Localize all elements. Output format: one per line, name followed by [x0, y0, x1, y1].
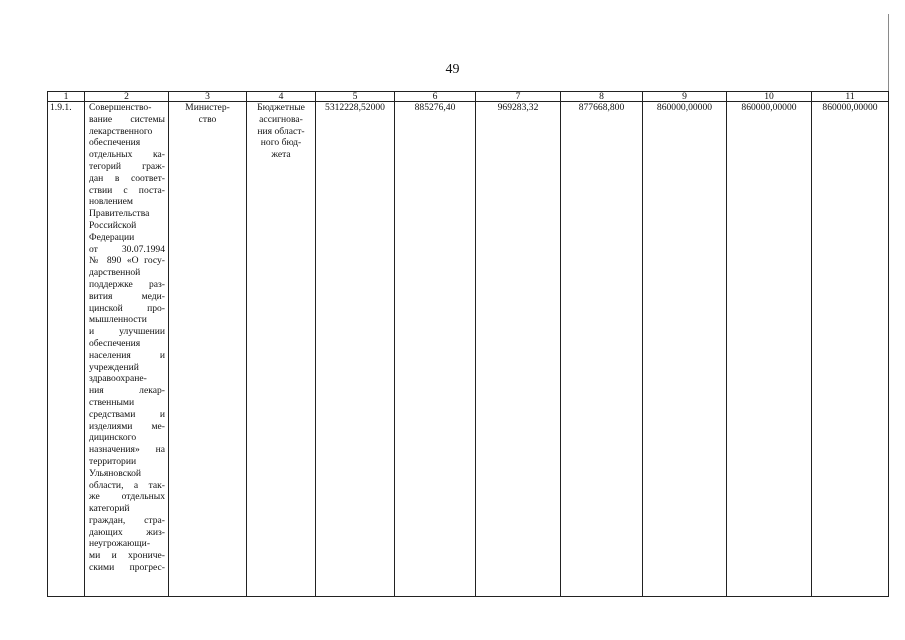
description-line: изделиями ме-	[89, 420, 165, 432]
description-line: же отдельных	[89, 491, 165, 503]
value-cell: 860000,00000	[727, 102, 812, 597]
value-cell: 860000,00000	[812, 102, 889, 597]
column-header: 2	[85, 92, 169, 102]
page-number: 49	[445, 62, 460, 77]
description-line: обеспечения	[89, 337, 141, 349]
description-line: и улучшении	[89, 326, 165, 338]
description-line: Совершенство-	[89, 102, 152, 113]
funding-source-line: ного бюд-	[260, 137, 302, 149]
funding-source-line: ассигнова-	[259, 113, 303, 125]
description-line: ственными	[89, 396, 135, 408]
description-line: ми и хрониче-	[89, 550, 165, 562]
description-line: Российской	[89, 219, 137, 231]
column-number-row	[48, 92, 889, 102]
funding-source-lines	[250, 102, 312, 161]
description-line: Федерации	[89, 231, 135, 243]
description-line: Ульяновской	[89, 467, 142, 479]
funding-source-line: ния област-	[257, 125, 305, 137]
description-line: средствами и	[89, 408, 165, 420]
column-header: 6	[395, 92, 476, 102]
description-line: поддержке раз-	[89, 278, 165, 290]
description-line: дан в соответ-	[89, 172, 165, 184]
description-line: новлением	[89, 196, 133, 208]
column-header: 8	[561, 92, 643, 102]
column-header: 10	[727, 92, 812, 102]
column-header: 5	[316, 92, 395, 102]
executor-line: Министер-	[185, 102, 230, 113]
column-header: 4	[247, 92, 316, 102]
funding-source-line: жета	[271, 149, 291, 161]
funding-source-line: Бюджетные	[257, 102, 305, 113]
description-line: дицинского	[89, 432, 137, 444]
description-line: № 890 «О госу-	[89, 255, 165, 267]
description-line: лекарственного	[89, 125, 153, 137]
description-line: территории	[89, 455, 137, 467]
executor-line: ство	[198, 113, 217, 125]
row-funding-source	[247, 102, 316, 597]
description-lines	[89, 102, 165, 574]
description-line: цинской про-	[89, 302, 165, 314]
row-code: 1.9.1.	[48, 102, 85, 597]
table-row	[48, 102, 889, 597]
description-line: обеспечения	[89, 137, 141, 149]
column-header: 9	[643, 92, 727, 102]
description-line: вание системы	[89, 113, 165, 125]
column-header: 7	[476, 92, 561, 102]
executor-lines	[172, 102, 243, 126]
description-line: отдельных ка-	[89, 149, 165, 161]
row-executor	[169, 102, 247, 597]
value-cell: 969283,32	[476, 102, 561, 597]
description-line: тегорий граж-	[89, 160, 165, 172]
row-description	[85, 102, 169, 597]
value-cell: 860000,00000	[643, 102, 727, 597]
column-header: 11	[812, 92, 889, 102]
description-line: учреждений	[89, 361, 139, 373]
budget-table	[47, 91, 889, 597]
description-line: неугрожающи-	[89, 538, 151, 550]
value-cell: 885276,40	[395, 102, 476, 597]
description-line: здравоохране-	[89, 373, 147, 385]
description-line: граждан, стра-	[89, 514, 165, 526]
description-line: категорий	[89, 503, 130, 515]
column-header: 1	[48, 92, 85, 102]
column-header: 3	[169, 92, 247, 102]
value-cell: 5312228,52000	[316, 102, 395, 597]
description-line: мышленности	[89, 314, 147, 326]
description-line: дающих жиз-	[89, 526, 165, 538]
value-cell: 877668,800	[561, 102, 643, 597]
description-line: населения и	[89, 349, 165, 361]
description-line: ствии с поста-	[89, 184, 165, 196]
description-line: области, а так-	[89, 479, 165, 491]
description-line: Правительства	[89, 208, 150, 220]
description-line: ния лекар-	[89, 385, 165, 397]
description-line: назначения» на	[89, 444, 165, 456]
description-line: от 30.07.1994	[89, 243, 165, 255]
description-line: скими прогрес-	[89, 562, 165, 574]
description-line: вития меди-	[89, 290, 165, 302]
description-line: дарственной	[89, 267, 141, 279]
